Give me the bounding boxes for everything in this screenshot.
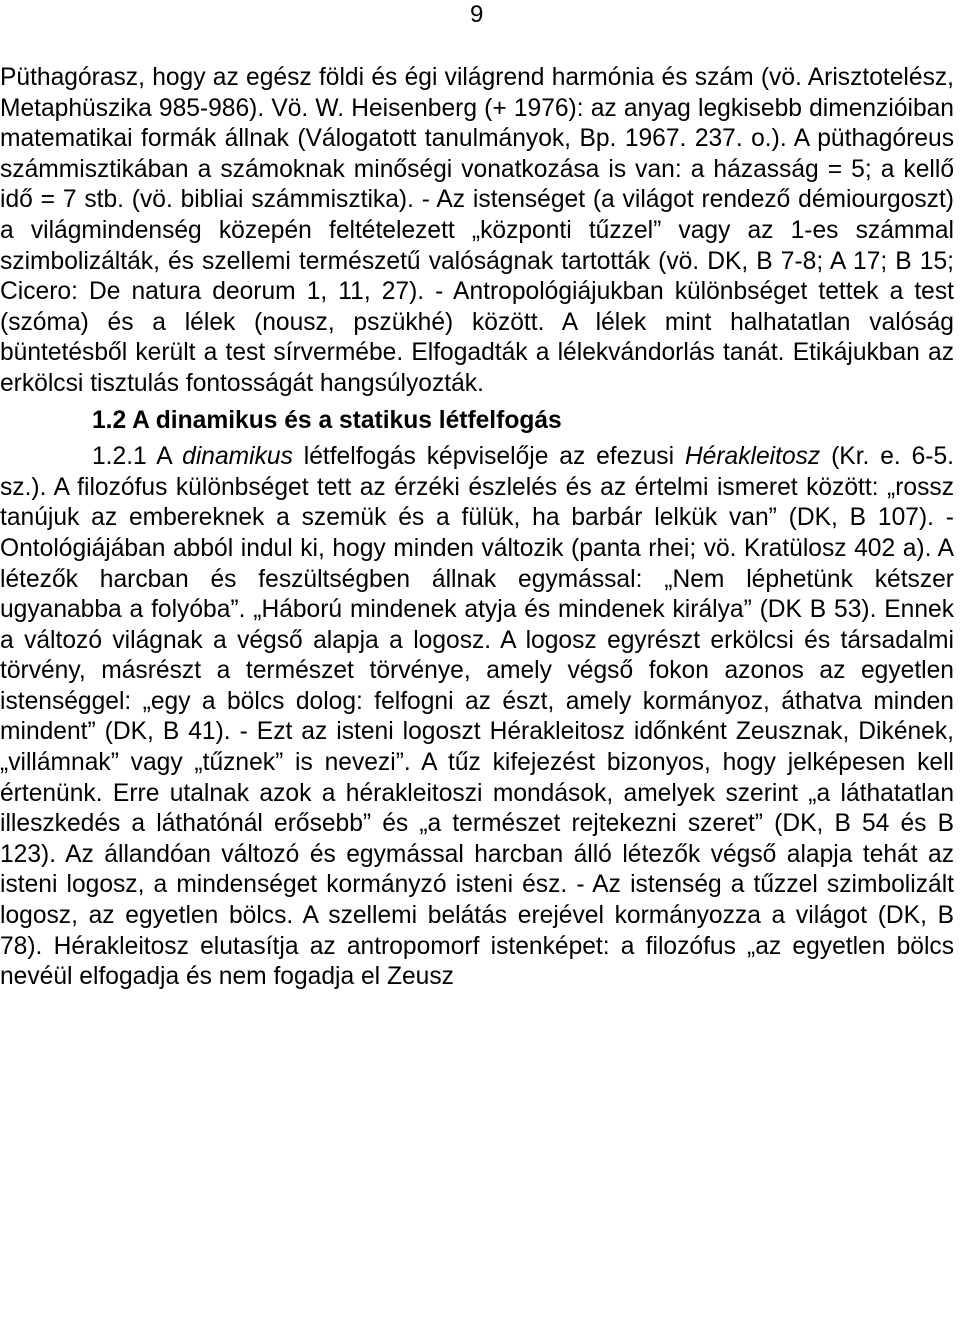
paragraph-herakleitosz	[0, 442, 954, 993]
subsection-number: 1.2.1 A	[92, 443, 183, 471]
subsection-text: létfelfogás képviselője az efezusi	[292, 443, 685, 471]
subsection-body: (Kr. e. 6-5. sz.). A filozófus különbséget tett az érzéki észlelés és az értelmi ismeret között: „rossz tanújuk az embereknek a szemük és a fülük, ha barbár lelkük van” (DK, B 107). - Ontológiájában abból indul ki, hogy minden változik (panta rhei; vö. Kratülosz 402 a). A létezők harcban és feszültségben állnak egymással: „Nem léphetünk kétszer ugyanabba a folyóba”. „Háború mindenek atyja és mindenek királya” (DK B 53). Ennek a változó világnak a végső alapja a logosz. A logosz egyrészt erkölcsi és társadalmi törvény, másrészt a természet törvénye, amely végső fokon azonos az egyetlen istenséggel: „egy a bölcs dolog: felfogni az észt, amely kormányoz, áthatva minden mindent” (DK, B 41). - Ezt az isteni logoszt Hérakleitosz időnként Zeusznak, Dikének, „villámnak” vagy „tűznek” is nevezi”. A tűz kifejezést bizonyos, hogy jelképesen kell értenünk. Erre utalnak azok a hérakleitoszi mondások, amelyek szerint „a láthatatlan illeszkedés a láthatónál erősebb” és „a természet rejtekezni szeret” (DK, B 54 és B 123). Az állandóan változó és egymással harcban álló létezők végső alapja tehát az isteni logosz, a mindenséget kormányzó isteni ész. - Az istenség a tűzzel szimbolizált logosz, az egyetlen bölcs. A szellemi belátás erejével kormányozza a világot (DK, B 78). Hérakleitosz elutasítja az antropomorf istenképet: a filozófus „az egyetlen bölcs nevéül elfogadja és nem fogadja el Zeusz	[0, 443, 954, 991]
section-heading: 1.2 A dinamikus és a statikus létfelfogás	[92, 406, 562, 434]
term-dinamikus: dinamikus	[182, 443, 293, 471]
name-herakleitosz: Hérakleitosz	[684, 443, 821, 471]
paragraph-pythagoras: Püthagórasz, hogy az egész földi és égi világrend harmónia és szám (vö. Arisztotelész, Metaphüszika 985-986). Vö. W. Heisenberg (+ 1976): az anyag legkisebb dimenzióiban matematikai formák állnak (Válogatott tanulmányok, Bp. 1967. 237. o.). A püthagóreus számmisztikában a számoknak minőségi vonatkozása is van: a házasság = 5; a kellő idő = 7 stb. (vö. bibliai számmisztika). - Az istenséget (a világot rendező démiourgoszt) a világmindenség közepén feltételezett „központi tűzzel” vagy az 1-es számmal szimbolizálták, és szellemi természetű valóságnak tartották (vö. DK, B 7-8; A 17; B 15; Cicero: De natura deorum 1, 11, 27). - Antropológiájukban különbséget tettek a test (szóma) és a lélek (nousz, pszükhé) között. A lélek mint halhatatlan valóság büntetésből került a test sírvermébe. Elfogadták a lélekvándorlás tanát. Etikájukban az erkölcsi tisztulás fontosságát hangsúlyozták.	[0, 64, 954, 397]
document-body	[0, 63, 954, 993]
page-number: 9	[470, 1, 484, 28]
